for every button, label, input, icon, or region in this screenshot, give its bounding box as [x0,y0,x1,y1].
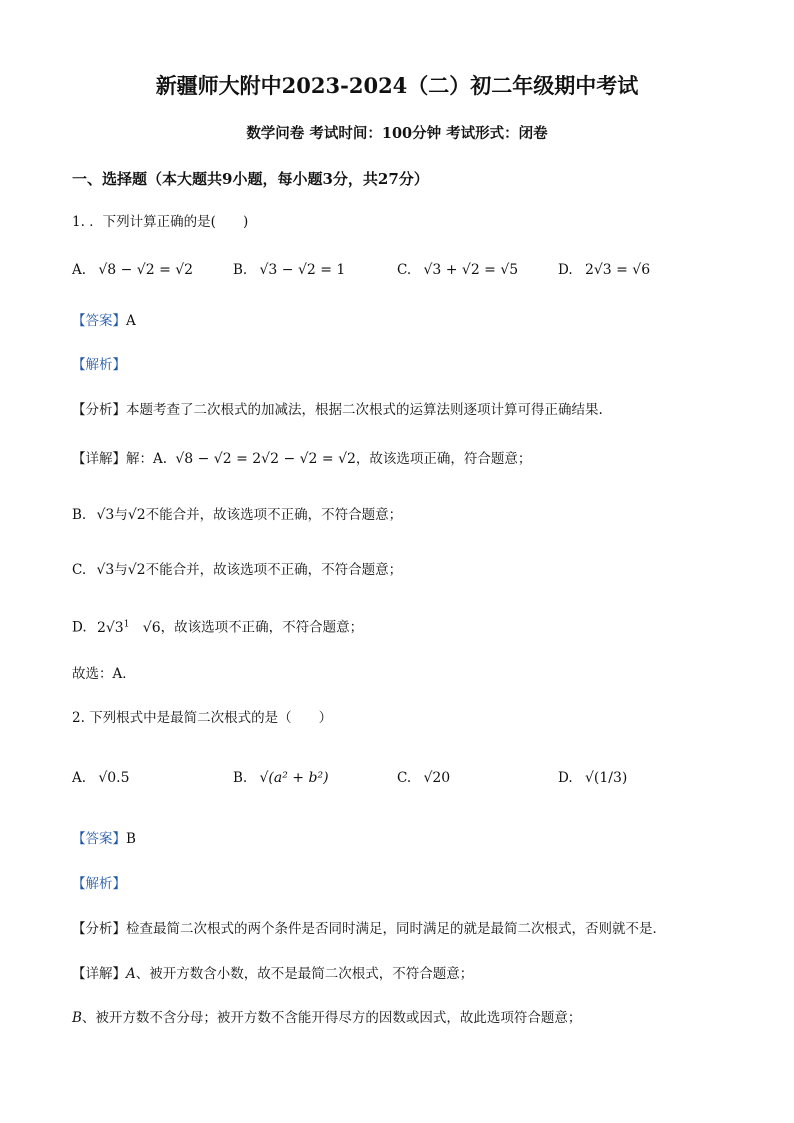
fenxi-tag: 【分析】 [72,402,126,418]
line-prefix: D. [72,619,87,636]
fenxi-text: 检查最简二次根式的两个条件是否同时满足，同时满足的就是最简二次根式，否则就不是． [126,921,666,937]
option-expression: √0.5 [98,770,130,786]
option-label: D. [558,262,573,278]
option-b-label: B [72,1010,82,1026]
sqrt3-expression: √3 [96,562,115,578]
q1-option-a [72,262,193,278]
q1-option-b [233,262,345,278]
option-expression: √20 [423,770,451,786]
q1-line-b [72,506,402,524]
q1-fenxi [72,401,603,419]
xiangjie-tag: 【详解】 [72,966,126,982]
option-expression: √(a² + b²) [259,770,329,786]
option-label: A. [72,770,87,786]
xiangjie-rest: ，故该选项正确，符合题意； [355,451,532,467]
xiangjie-b-text: 、被开方数不含分母；被开方数不含能开得尽方的因数或因式，故此选项符合题意； [81,1010,582,1026]
fenxi-text: 本题考查了二次根式的加减法，根据二次根式的运算法则逐项计算可得正确结果. [126,402,603,418]
question-1-stem [72,213,248,231]
option-expression: √3 − √2 = 1 [259,262,346,278]
yu-text: 与 [114,507,128,523]
option-a-label: A [126,966,136,982]
answer-tag: 【答案】 [72,831,126,847]
line-text: 不能合并，故该选项不正确，不符合题意； [145,562,403,578]
line-prefix: C. [72,562,87,578]
sqrt2-expression: √2 [127,507,146,523]
option-expression: √3 + √2 = √5 [423,262,519,278]
q2-option-b [233,770,329,786]
q1-option-c [397,262,518,278]
q1-line-d [72,615,363,637]
option-expression: 2√3 = √6 [584,262,651,278]
answer-value: A [126,313,136,329]
q2-analysis-tag: 【解析】 [72,876,126,892]
answer-tag: 【答案】 [72,313,126,329]
line-text: ，故该选项不正确，不符合题意； [160,619,364,636]
option-label: B. [233,262,248,278]
xiangjie-expression: √8 − √2 = 2√2 − √2 = √2 [175,451,356,467]
question-text: 下列根式中是最简二次根式的是（ ） [89,710,333,726]
xiangjie-a-text: 、被开方数含小数，故不是最简二次根式，不符合题意； [135,966,474,982]
q2-option-c [397,770,450,786]
option-label: C. [397,770,412,786]
q1-conclusion: 故选：A． [72,666,136,682]
q1-answer [72,312,136,330]
option-expression: √8 − √2 = √2 [98,262,194,278]
question-text: ．下列计算正确的是( ) [89,214,249,230]
question-2-stem [72,709,332,727]
sqrt2-expression: √2 [127,562,146,578]
neq-expression: $2√3^1$ √6 [96,619,161,636]
option-label: B. [233,770,248,786]
q1-xiangjie [72,450,531,468]
q2-xiangjie-b [72,1009,581,1027]
xiangjie-tag: 【详解】 [72,451,126,467]
question-number: 2. [72,710,85,726]
line-prefix: B. [72,507,87,523]
page-subtitle: 数学问卷 考试时间：100分钟 考试形式：闭卷 [246,125,548,142]
q2-xiangjie [72,965,473,983]
fenxi-tag: 【分析】 [72,921,126,937]
section-heading: 一、选择题（本大题共9小题，每小题3分，共27分） [72,170,429,188]
q1-option-d [558,262,650,278]
option-label: C. [397,262,412,278]
option-expression: √(1/3) [584,770,628,786]
answer-value: B [126,831,136,847]
q2-option-d [558,770,627,786]
q1-line-c [72,561,402,579]
line-text: 不能合并，故该选项不正确，不符合题意； [145,507,403,523]
sqrt3-expression: √3 [96,507,115,523]
page-title: 新疆师大附中2023-2024（二）初二年级期中考试 [155,73,639,98]
option-label: A. [72,262,87,278]
yu-text: 与 [114,562,128,578]
q1-analysis-tag: 【解析】 [72,357,126,373]
q2-answer [72,830,136,848]
xiangjie-prefix: 解：A. [126,451,168,467]
option-label: D. [558,770,573,786]
q2-option-a [72,770,130,786]
question-number: 1. [72,214,85,230]
q2-fenxi [72,920,666,938]
